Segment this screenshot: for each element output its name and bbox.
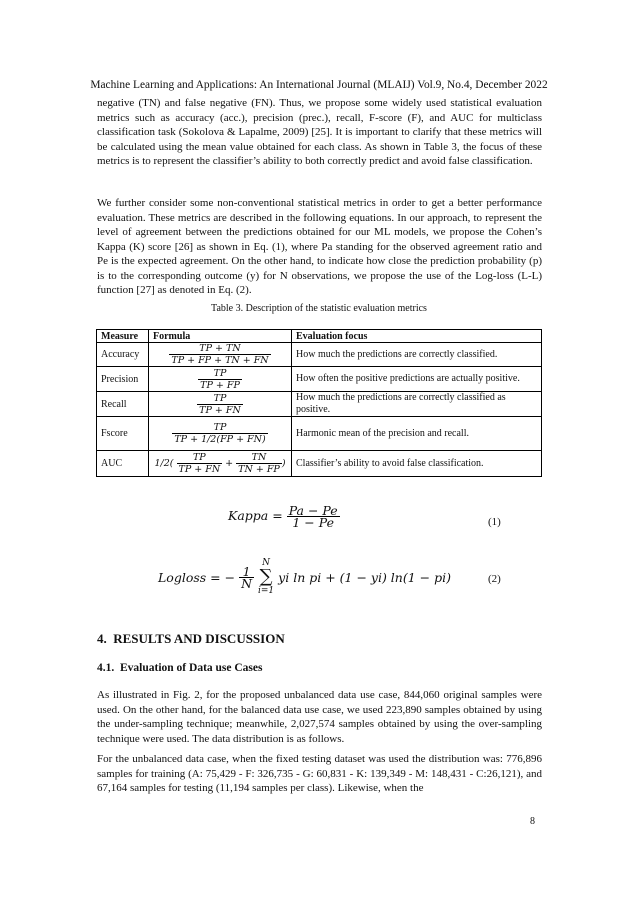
section-number: 4.	[97, 631, 107, 646]
den-part-a: TP +	[174, 434, 202, 445]
formula-cell: 1/2( $\frac{TP}{TP + FN}$ + $\frac{TN}{TN + FP}$ )	[149, 451, 292, 477]
formula-cell	[149, 367, 292, 392]
table-row-auc	[97, 451, 542, 477]
equation-number-2: (2)	[488, 573, 501, 585]
fraction	[172, 422, 267, 445]
denominator	[172, 433, 267, 445]
page-number: 8	[530, 816, 535, 827]
table-row-precision	[97, 367, 542, 392]
focus-cell: How often the positive predictions are actually positive.	[292, 367, 542, 392]
equation-logloss	[158, 558, 451, 596]
sigma-symbol: ∑	[259, 566, 273, 587]
measure-cell: Accuracy	[97, 343, 149, 367]
formula-cell	[149, 392, 292, 417]
header-evaluation-focus: Evaluation focus	[292, 330, 542, 343]
denominator: TP + FP + TN + FN	[171, 355, 269, 366]
denominator: TP + FN	[199, 404, 241, 416]
numerator: TP	[213, 367, 227, 379]
fraction-term-2	[236, 452, 282, 475]
metrics-table	[96, 329, 542, 477]
table-row-recall	[97, 392, 542, 417]
subsection-heading	[97, 662, 262, 674]
measure-cell: Recall	[97, 392, 149, 417]
denominator: 1 − Pe	[287, 516, 340, 528]
fraction	[169, 343, 270, 366]
table-header-row	[97, 330, 542, 343]
kappa-fraction	[287, 505, 340, 528]
section-title: RESULTS AND DISCUSSION	[113, 631, 285, 646]
header-measure: Measure	[97, 330, 149, 343]
den-part-b: (FP + FN)	[216, 434, 266, 445]
section-heading	[97, 631, 285, 647]
half-coefficient: 1/2	[201, 434, 217, 445]
coefficient-fraction	[239, 563, 254, 591]
focus-cell: Classifier’s ability to avoid false classification.	[292, 451, 542, 477]
sum-upper: N	[262, 558, 271, 568]
logloss-body: yi ln pi + (1 − yi) ln(1 − pi)	[278, 569, 451, 585]
plus-sign: +	[225, 458, 234, 469]
table-row-fscore	[97, 417, 542, 451]
journal-header: Machine Learning and Applications: An International Journal (MLAIJ) Vol.9, No.4, December 2022	[90, 79, 548, 91]
measure-cell: Precision	[97, 367, 149, 392]
denominator: TN + FP	[238, 464, 280, 475]
summation	[258, 558, 274, 596]
fraction-term-1	[177, 452, 223, 475]
equation-kappa	[228, 505, 340, 528]
formula-cell	[149, 343, 292, 367]
focus-cell: How much the predictions are correctly classified as positive.	[292, 392, 542, 417]
sum-lower: i=1	[258, 586, 275, 596]
equation-number-1: (1)	[488, 516, 501, 528]
kappa-lhs: Kappa =	[228, 508, 283, 523]
header-formula: Formula	[149, 330, 292, 343]
numerator: 1	[242, 563, 251, 579]
paragraph-metrics-intro: negative (TN) and false negative (FN). Thus, we propose some widely used statistical evaluation metrics such as accuracy (acc.), precision (prec.), recall, F-score (F), and AUC for multiclass classification task (Sokolova & Lapalme, 2009) [25]. It is important to clarify that these metrics will be calculated using the mean value obtained for each class. As shown in Table 3, the focus of these metrics is to represent the classifier’s ability to both correctly predict and avoid false classification.	[97, 97, 542, 167]
subsection-title: Evaluation of Data use Cases	[120, 662, 263, 674]
numerator: TP	[213, 392, 227, 404]
numerator: Pa − Pe	[288, 503, 338, 518]
logloss-lhs: Logloss = −	[158, 569, 236, 585]
denominator: TP + FN	[178, 464, 221, 475]
paragraph-data-distribution: For the unbalanced data case, when the fixed testing dataset was used the distribution was: 776,896 samples for training (A: 75,429 - F: 326,735 - G: 60,831 - K: 139,349 - M: 148,431 - C:26,121), and 67,164 samples for testing (11,194 samples per class). Likewise, when the	[97, 753, 542, 794]
subsection-number: 4.1.	[97, 662, 115, 674]
fraction	[198, 368, 242, 391]
denominator: TP + FP	[200, 379, 240, 391]
numerator: TP	[192, 452, 206, 463]
half-coefficient: 1/2	[154, 458, 170, 469]
table-caption: Table 3. Description of the statistic evaluation metrics	[211, 303, 427, 314]
fraction	[197, 393, 243, 416]
numerator: TN	[251, 452, 267, 463]
table-row-accuracy	[97, 343, 542, 367]
paragraph-nonconventional-metrics: We further consider some non-conventional statistical metrics in order to get a better performance evaluation. These metrics are described in the following equations. In our approach, to represent the level of agreement between the predictions obtained for our ML models, we propose the Cohen’s Kappa (K) score [26] as shown in Eq. (1), where Pa standing for the observed agreement ratio and Pe is the expected agreement. On the other hand, to indicate how close the prediction probability (p) is to the corresponding outcome (y) for N observations, we propose the use of the Log-loss (L-L) function [27] as denoted in Eq. (2).	[97, 197, 542, 296]
focus-cell: Harmonic mean of the precision and recall.	[292, 417, 542, 451]
focus-cell: How much the predictions are correctly classified.	[292, 343, 542, 367]
measure-cell: AUC	[97, 451, 149, 477]
formula-cell	[149, 417, 292, 451]
denominator: N	[241, 575, 253, 591]
numerator: TP	[213, 422, 227, 433]
paragraph-data-use-cases: As illustrated in Fig. 2, for the proposed unbalanced data use case, 844,060 original samples were used. On the other hand, for the balanced data use case, we used 223,890 samples obtained by using the under-sampling technique; meanwhile, 2,027,574 samples obtained by using the over-sampling technique were used. The data distribution is as follows.	[97, 689, 542, 745]
measure-cell: Fscore	[97, 417, 149, 451]
numerator: TP + TN	[199, 343, 241, 354]
